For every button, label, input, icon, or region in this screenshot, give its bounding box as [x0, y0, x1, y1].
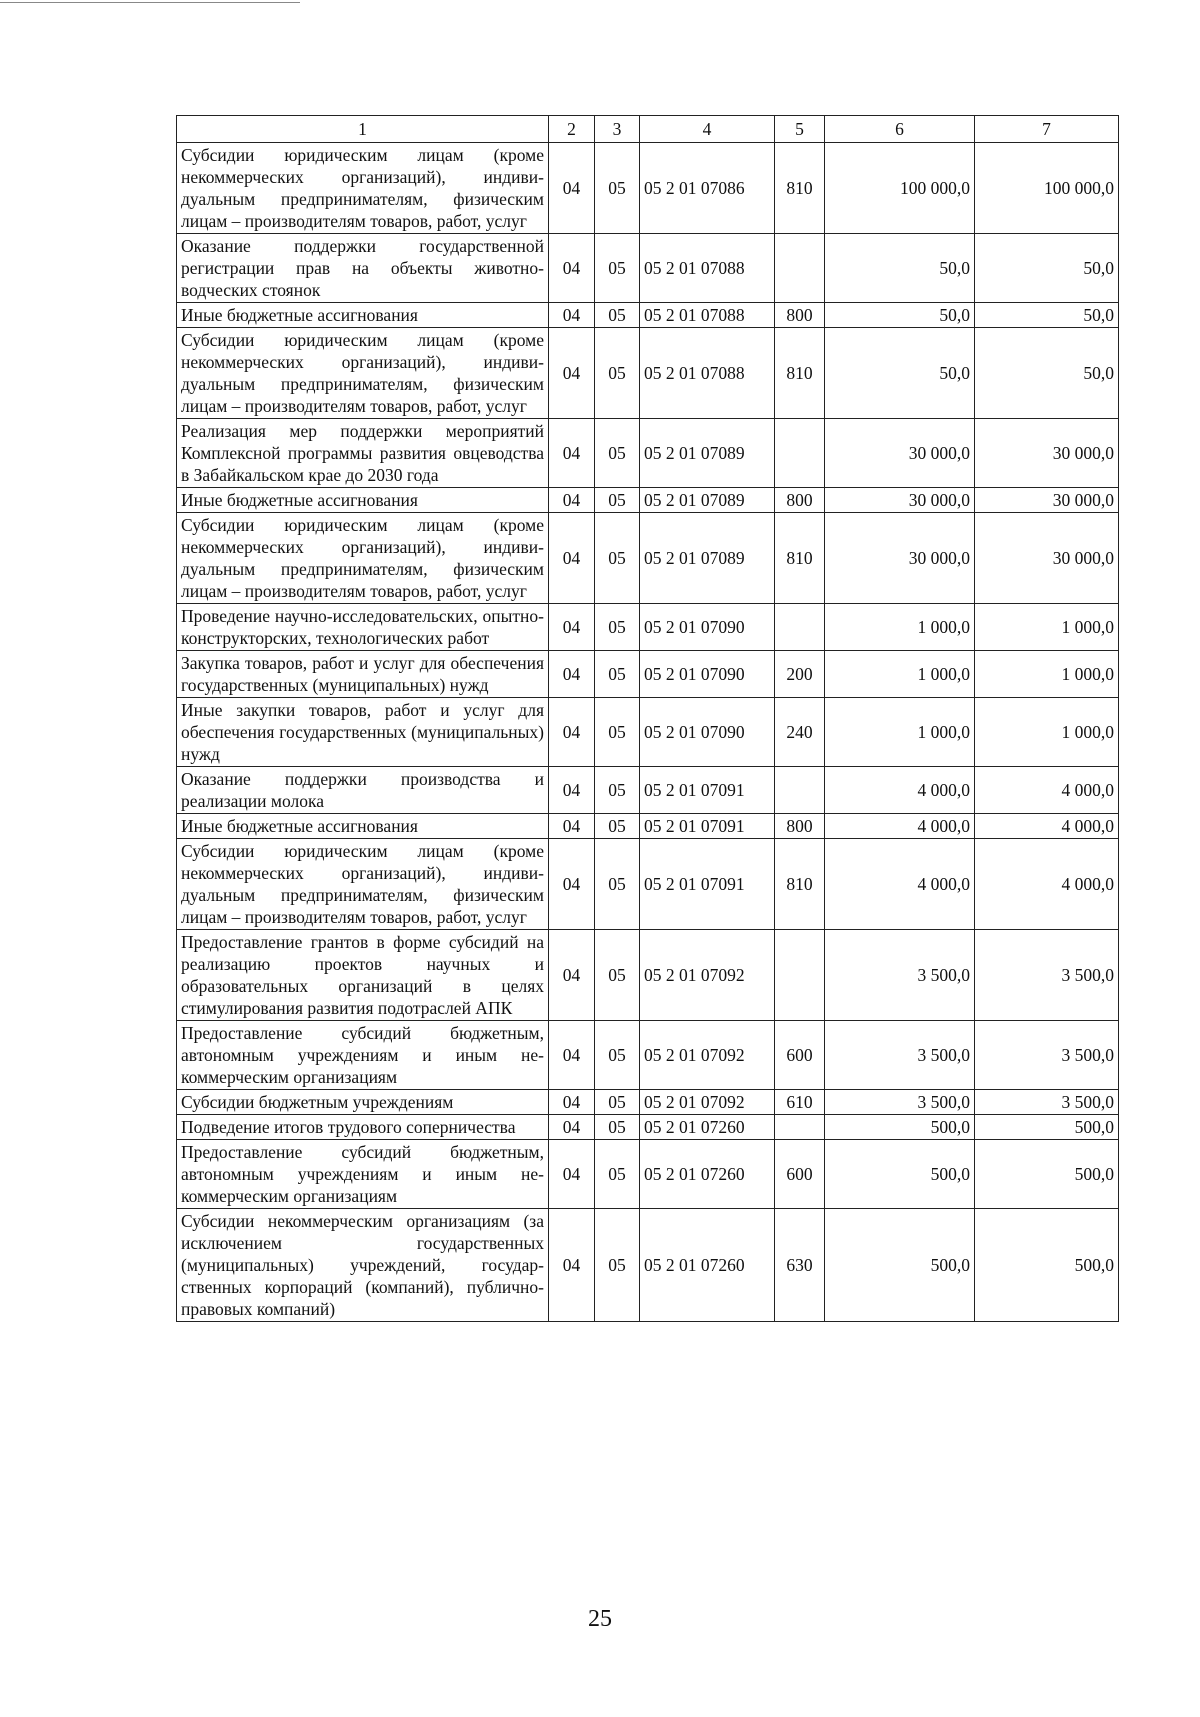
table-row — [177, 143, 1119, 234]
amount-year1-cell: 500,0 — [825, 1209, 975, 1322]
amount-year1-cell: 1 000,0 — [825, 651, 975, 698]
expense-type-cell: 600 — [775, 1021, 825, 1090]
amount-year1-cell: 30 000,0 — [825, 488, 975, 513]
table-row — [177, 234, 1119, 303]
subsection-cell: 05 — [595, 513, 640, 604]
expense-type-cell: 810 — [775, 513, 825, 604]
row-name-cell: Субсидии юридическим лицам (кроме некоммерческих организаций), индивидуальным предпринимателям, физическим лицам – производителям товаров, работ, услуг — [177, 143, 549, 234]
subsection-cell: 05 — [595, 1090, 640, 1115]
amount-year1-cell: 4 000,0 — [825, 767, 975, 814]
table-row — [177, 328, 1119, 419]
amount-year1-cell: 500,0 — [825, 1115, 975, 1140]
expense-type-cell — [775, 419, 825, 488]
amount-year1-cell: 100 000,0 — [825, 143, 975, 234]
target-article-cell: 05 2 01 07090 — [640, 698, 775, 767]
expense-type-cell — [775, 930, 825, 1021]
subsection-cell: 05 — [595, 303, 640, 328]
subsection-cell: 05 — [595, 1140, 640, 1209]
row-name-cell: Иные бюджетные ассигнования — [177, 814, 549, 839]
target-article-cell: 05 2 01 07089 — [640, 419, 775, 488]
amount-year1-cell: 3 500,0 — [825, 1090, 975, 1115]
section-cell: 04 — [549, 604, 595, 651]
amount-year2-cell: 500,0 — [975, 1140, 1119, 1209]
amount-year2-cell: 1 000,0 — [975, 604, 1119, 651]
table-row — [177, 1140, 1119, 1209]
expense-type-cell: 810 — [775, 328, 825, 419]
row-name-cell: Закупка товаров, работ и услуг для обеспечения государственных (муниципальных) нужд — [177, 651, 549, 698]
target-article-cell: 05 2 01 07089 — [640, 488, 775, 513]
amount-year1-cell: 4 000,0 — [825, 814, 975, 839]
subsection-cell: 05 — [595, 839, 640, 930]
table-row — [177, 1115, 1119, 1140]
amount-year2-cell: 4 000,0 — [975, 814, 1119, 839]
amount-year2-cell: 3 500,0 — [975, 1090, 1119, 1115]
amount-year2-cell: 500,0 — [975, 1115, 1119, 1140]
subsection-cell: 05 — [595, 328, 640, 419]
row-name-cell: Оказание поддержки государственной регистрации прав на объекты животноводческих стоянок — [177, 234, 549, 303]
section-cell: 04 — [549, 328, 595, 419]
amount-year1-cell: 3 500,0 — [825, 930, 975, 1021]
amount-year1-cell: 50,0 — [825, 328, 975, 419]
section-cell: 04 — [549, 767, 595, 814]
expense-type-cell — [775, 604, 825, 651]
subsection-cell: 05 — [595, 698, 640, 767]
section-cell: 04 — [549, 488, 595, 513]
row-name-cell: Субсидии юридическим лицам (кроме некоммерческих организаций), индивидуальным предпринимателям, физическим лицам – производителям товаров, работ, услуг — [177, 839, 549, 930]
table-row — [177, 698, 1119, 767]
amount-year1-cell: 50,0 — [825, 303, 975, 328]
target-article-cell: 05 2 01 07088 — [640, 303, 775, 328]
expense-type-cell: 630 — [775, 1209, 825, 1322]
amount-year2-cell: 30 000,0 — [975, 419, 1119, 488]
top-edge-line — [0, 2, 300, 3]
section-cell: 04 — [549, 930, 595, 1021]
row-name-cell: Оказание поддержки производства и реализации молока — [177, 767, 549, 814]
row-name-cell: Субсидии некоммерческим организациям (за исключением государственных (муниципальных) учреждений, государственных корпораций (компаний), публично-правовых компаний) — [177, 1209, 549, 1322]
subsection-cell: 05 — [595, 143, 640, 234]
target-article-cell: 05 2 01 07260 — [640, 1140, 775, 1209]
header-cell: 3 — [595, 116, 640, 143]
expense-type-cell: 810 — [775, 143, 825, 234]
table-row — [177, 419, 1119, 488]
expense-type-cell: 240 — [775, 698, 825, 767]
row-name-cell: Проведение научно-исследовательских, опытно-конструкторских, технологических работ — [177, 604, 549, 651]
section-cell: 04 — [549, 143, 595, 234]
amount-year2-cell: 50,0 — [975, 303, 1119, 328]
subsection-cell: 05 — [595, 1021, 640, 1090]
target-article-cell: 05 2 01 07091 — [640, 839, 775, 930]
target-article-cell: 05 2 01 07260 — [640, 1209, 775, 1322]
row-name-cell: Субсидии юридическим лицам (кроме некоммерческих организаций), индивидуальным предпринимателям, физическим лицам – производителям товаров, работ, услуг — [177, 513, 549, 604]
row-name-cell: Иные закупки товаров, работ и услуг для обеспечения государственных (муниципальных) нужд — [177, 698, 549, 767]
subsection-cell: 05 — [595, 604, 640, 651]
amount-year1-cell: 500,0 — [825, 1140, 975, 1209]
section-cell: 04 — [549, 1090, 595, 1115]
subsection-cell: 05 — [595, 234, 640, 303]
amount-year2-cell: 100 000,0 — [975, 143, 1119, 234]
section-cell: 04 — [549, 1209, 595, 1322]
header-cell: 2 — [549, 116, 595, 143]
row-name-cell: Предоставление субсидий бюджетным, автономным учреждениям и иным некоммерческим организациям — [177, 1140, 549, 1209]
section-cell: 04 — [549, 698, 595, 767]
section-cell: 04 — [549, 303, 595, 328]
table-row — [177, 513, 1119, 604]
expense-type-cell: 610 — [775, 1090, 825, 1115]
row-name-cell: Субсидии бюджетным учреждениям — [177, 1090, 549, 1115]
amount-year2-cell: 500,0 — [975, 1209, 1119, 1322]
table-row — [177, 1090, 1119, 1115]
target-article-cell: 05 2 01 07092 — [640, 1090, 775, 1115]
expense-type-cell — [775, 767, 825, 814]
header-cell: 5 — [775, 116, 825, 143]
target-article-cell: 05 2 01 07090 — [640, 651, 775, 698]
table-row — [177, 1021, 1119, 1090]
header-cell: 1 — [177, 116, 549, 143]
expense-type-cell: 810 — [775, 839, 825, 930]
table-row — [177, 839, 1119, 930]
amount-year1-cell: 30 000,0 — [825, 513, 975, 604]
table-row — [177, 488, 1119, 513]
expense-type-cell — [775, 234, 825, 303]
target-article-cell: 05 2 01 07086 — [640, 143, 775, 234]
section-cell: 04 — [549, 234, 595, 303]
subsection-cell: 05 — [595, 814, 640, 839]
expense-type-cell: 800 — [775, 814, 825, 839]
target-article-cell: 05 2 01 07091 — [640, 814, 775, 839]
page-number: 25 — [588, 1606, 612, 1632]
amount-year2-cell: 4 000,0 — [975, 839, 1119, 930]
expense-type-cell: 800 — [775, 303, 825, 328]
amount-year1-cell: 4 000,0 — [825, 839, 975, 930]
section-cell: 04 — [549, 419, 595, 488]
expense-type-cell: 600 — [775, 1140, 825, 1209]
amount-year1-cell: 1 000,0 — [825, 604, 975, 651]
expense-type-cell — [775, 1115, 825, 1140]
amount-year1-cell: 30 000,0 — [825, 419, 975, 488]
target-article-cell: 05 2 01 07092 — [640, 1021, 775, 1090]
target-article-cell: 05 2 01 07092 — [640, 930, 775, 1021]
amount-year2-cell: 30 000,0 — [975, 488, 1119, 513]
amount-year2-cell: 50,0 — [975, 328, 1119, 419]
table-row — [177, 814, 1119, 839]
target-article-cell: 05 2 01 07089 — [640, 513, 775, 604]
section-cell: 04 — [549, 1140, 595, 1209]
target-article-cell: 05 2 01 07088 — [640, 328, 775, 419]
amount-year1-cell: 1 000,0 — [825, 698, 975, 767]
row-name-cell: Иные бюджетные ассигнования — [177, 303, 549, 328]
subsection-cell: 05 — [595, 419, 640, 488]
subsection-cell: 05 — [595, 1115, 640, 1140]
subsection-cell: 05 — [595, 1209, 640, 1322]
table-row — [177, 604, 1119, 651]
section-cell: 04 — [549, 513, 595, 604]
expense-type-cell: 800 — [775, 488, 825, 513]
table-row — [177, 303, 1119, 328]
subsection-cell: 05 — [595, 767, 640, 814]
target-article-cell: 05 2 01 07260 — [640, 1115, 775, 1140]
amount-year1-cell: 3 500,0 — [825, 1021, 975, 1090]
subsection-cell: 05 — [595, 651, 640, 698]
amount-year2-cell: 30 000,0 — [975, 513, 1119, 604]
section-cell: 04 — [549, 1021, 595, 1090]
table-row — [177, 767, 1119, 814]
table-header-row — [177, 116, 1119, 143]
header-cell: 7 — [975, 116, 1119, 143]
amount-year1-cell: 50,0 — [825, 234, 975, 303]
table-row — [177, 651, 1119, 698]
section-cell: 04 — [549, 651, 595, 698]
amount-year2-cell: 1 000,0 — [975, 698, 1119, 767]
header-cell: 4 — [640, 116, 775, 143]
section-cell: 04 — [549, 1115, 595, 1140]
amount-year2-cell: 3 500,0 — [975, 930, 1119, 1021]
row-name-cell: Предоставление субсидий бюджетным, автономным учреждениям и иным некоммерческим организациям — [177, 1021, 549, 1090]
table-row — [177, 1209, 1119, 1322]
target-article-cell: 05 2 01 07090 — [640, 604, 775, 651]
section-cell: 04 — [549, 839, 595, 930]
row-name-cell: Субсидии юридическим лицам (кроме некоммерческих организаций), индивидуальным предпринимателям, физическим лицам – производителям товаров, работ, услуг — [177, 328, 549, 419]
amount-year2-cell: 1 000,0 — [975, 651, 1119, 698]
subsection-cell: 05 — [595, 488, 640, 513]
row-name-cell: Реализация мер поддержки мероприятий Комплексной программы развития овцеводства в Забайкальском крае до 2030 года — [177, 419, 549, 488]
expense-type-cell: 200 — [775, 651, 825, 698]
table-row — [177, 930, 1119, 1021]
subsection-cell: 05 — [595, 930, 640, 1021]
section-cell: 04 — [549, 814, 595, 839]
amount-year2-cell: 3 500,0 — [975, 1021, 1119, 1090]
amount-year2-cell: 4 000,0 — [975, 767, 1119, 814]
budget-table — [176, 115, 1119, 1322]
target-article-cell: 05 2 01 07088 — [640, 234, 775, 303]
row-name-cell: Подведение итогов трудового соперничества — [177, 1115, 549, 1140]
header-cell: 6 — [825, 116, 975, 143]
amount-year2-cell: 50,0 — [975, 234, 1119, 303]
row-name-cell: Предоставление грантов в форме субсидий на реализацию проектов научных и образовательных организаций в целях стимулирования развития подотраслей АПК — [177, 930, 549, 1021]
row-name-cell: Иные бюджетные ассигнования — [177, 488, 549, 513]
target-article-cell: 05 2 01 07091 — [640, 767, 775, 814]
